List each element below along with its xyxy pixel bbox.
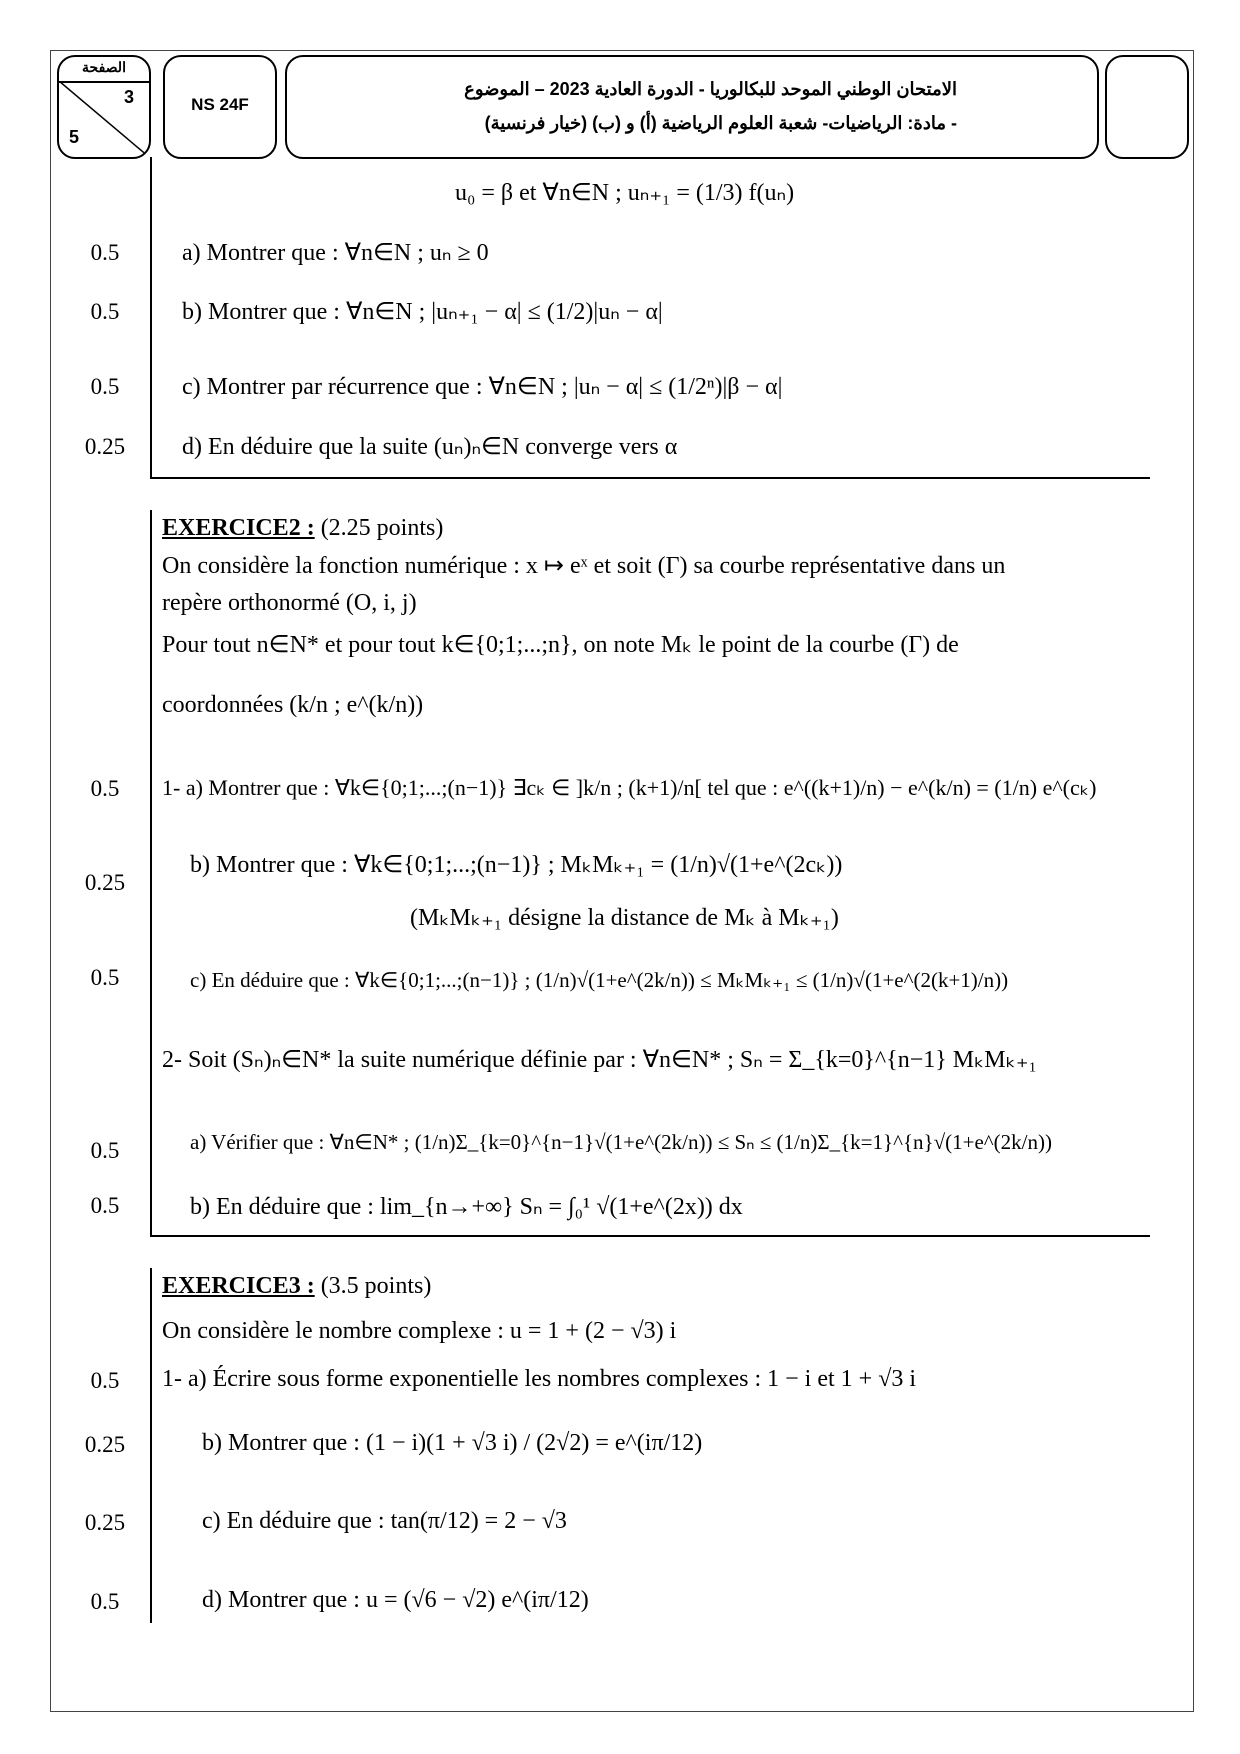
ex3-intro: On considère le nombre complexe : u = 1 + (2 − √3) i — [162, 1318, 677, 1344]
ex1-question-c: c) Montrer par récurrence que : ∀n∈N ; |uₙ − α| ≤ (1/2ⁿ)|β − α| — [182, 374, 783, 400]
ex1-question-d: d) En déduire que la suite (uₙ)ₙ∈N converge vers α — [182, 434, 678, 460]
sequence-definition: u₀ = β et ∀n∈N ; uₙ₊₁ = (1/3) f(uₙ) — [455, 180, 795, 206]
ex3-points-total: (3.5 points) — [320, 1273, 432, 1299]
ex2-intro-1: On considère la fonction numérique : x ↦ eˣ et soit (Γ) sa courbe représentative dans un — [162, 553, 1006, 579]
points-ex1-a: 0.5 — [90, 240, 120, 265]
ex3-heading — [162, 1273, 431, 1300]
ex2-question-2: 2- Soit (Sₙ)ₙ∈N* la suite numérique définie par : ∀n∈N* ; Sₙ = Σ_{k=0}^{n−1} MₖMₖ₊₁ — [162, 1047, 1037, 1073]
exam-code-box — [163, 55, 277, 159]
separator-ex2 — [150, 1235, 1150, 1237]
ex1-question-a: a) Montrer que : ∀n∈N ; uₙ ≥ 0 — [182, 240, 489, 266]
ex2-question-1b: b) Montrer que : ∀k∈{0;1;...;(n−1)} ; MₖMₖ₊₁ = (1/n)√(1+e^(2cₖ)) — [190, 852, 843, 878]
points-ex2-1c: 0.5 — [90, 965, 120, 990]
points-ex3-1c: 0.25 — [84, 1510, 126, 1535]
ex2-intro-4: coordonnées (k/n ; e^(k/n)) — [162, 692, 424, 718]
separator-ex1 — [150, 477, 1150, 479]
points-ex1-b: 0.5 — [90, 299, 120, 324]
points-ex3-1a: 0.5 — [90, 1368, 120, 1393]
points-ex3-1b: 0.25 — [84, 1432, 126, 1457]
exam-code: NS 24F — [191, 95, 249, 114]
ex2-heading — [162, 515, 443, 542]
ex2-question-1b-note: (MₖMₖ₊₁ désigne la distance de Mₖ à Mₖ₊₁) — [410, 905, 839, 931]
ex2-question-1a: 1- a) Montrer que : ∀k∈{0;1;...;(n−1)} ∃cₖ ∈ ]k/n ; (k+1)/n[ tel que : e^((k+1)/n) − e^(k/n) = (1/n) e^(cₖ) — [162, 775, 1097, 800]
page-total: 5 — [69, 127, 80, 147]
ex2-intro-2: repère orthonormé (O, i, j) — [162, 590, 417, 616]
points-ex1-c: 0.5 — [90, 374, 120, 399]
points-ex3-1d: 0.5 — [90, 1589, 120, 1614]
ex3-question-1c: c) En déduire que : tan(π/12) = 2 − √3 — [202, 1508, 567, 1534]
page-number-box — [57, 55, 151, 159]
ex3-question-1d: d) Montrer que : u = (√6 − √2) e^(iπ/12) — [202, 1587, 589, 1613]
ex3-title: EXERCICE3 : — [162, 1273, 315, 1299]
ex2-question-2a: a) Vérifier que : ∀n∈N* ; (1/n)Σ_{k=0}^{n−1}√(1+e^(2k/n)) ≤ Sₙ ≤ (1/n)Σ_{k=1}^{n}√(1+e^(2k/n)) — [190, 1130, 1052, 1154]
exam-title-line1: الامتحان الوطني الموحد للبكالوريا - الدورة العادية 2023 – الموضوع — [464, 79, 957, 99]
ex3-question-1b: b) Montrer que : (1 − i)(1 + √3 i) / (2√2) = e^(iπ/12) — [202, 1430, 703, 1456]
exam-title-box — [285, 55, 1099, 159]
page-number: 3 — [124, 87, 135, 107]
ex2-question-1c: c) En déduire que : ∀k∈{0;1;...;(n−1)} ; (1/n)√(1+e^(2k/n)) ≤ MₖMₖ₊₁ ≤ (1/n)√(1+e^(2(k+1)/n)) — [190, 968, 1009, 992]
points-ex1-d: 0.25 — [84, 434, 126, 459]
page-label: الصفحة — [82, 59, 126, 75]
points-ex2-1a: 0.5 — [90, 776, 120, 801]
ex2-question-2b: b) En déduire que : lim_{n→+∞} Sₙ = ∫₀¹ √(1+e^(2x)) dx — [190, 1194, 743, 1220]
ex2-intro-3: Pour tout n∈N* et pour tout k∈{0;1;...;n}, on note Mₖ le point de la courbe (Γ) de — [162, 632, 959, 658]
points-ex2-1b: 0.25 — [84, 870, 126, 895]
points-ex2-2b: 0.5 — [90, 1193, 120, 1218]
ex3-question-1a: 1- a) Écrire sous forme exponentielle les nombres complexes : 1 − i et 1 + √3 i — [162, 1366, 917, 1392]
ex1-question-b: b) Montrer que : ∀n∈N ; |uₙ₊₁ − α| ≤ (1/2)|uₙ − α| — [182, 299, 663, 325]
exam-title-line2: - مادة: الرياضيات- شعبة العلوم الرياضية (أ) و (ب) (خيار فرنسية) — [484, 113, 957, 133]
header-right-box — [1105, 55, 1189, 159]
points-ex2-2a: 0.5 — [90, 1138, 120, 1163]
ex2-title: EXERCICE2 : — [162, 515, 315, 541]
ex2-points-total: (2.25 points) — [320, 515, 444, 541]
